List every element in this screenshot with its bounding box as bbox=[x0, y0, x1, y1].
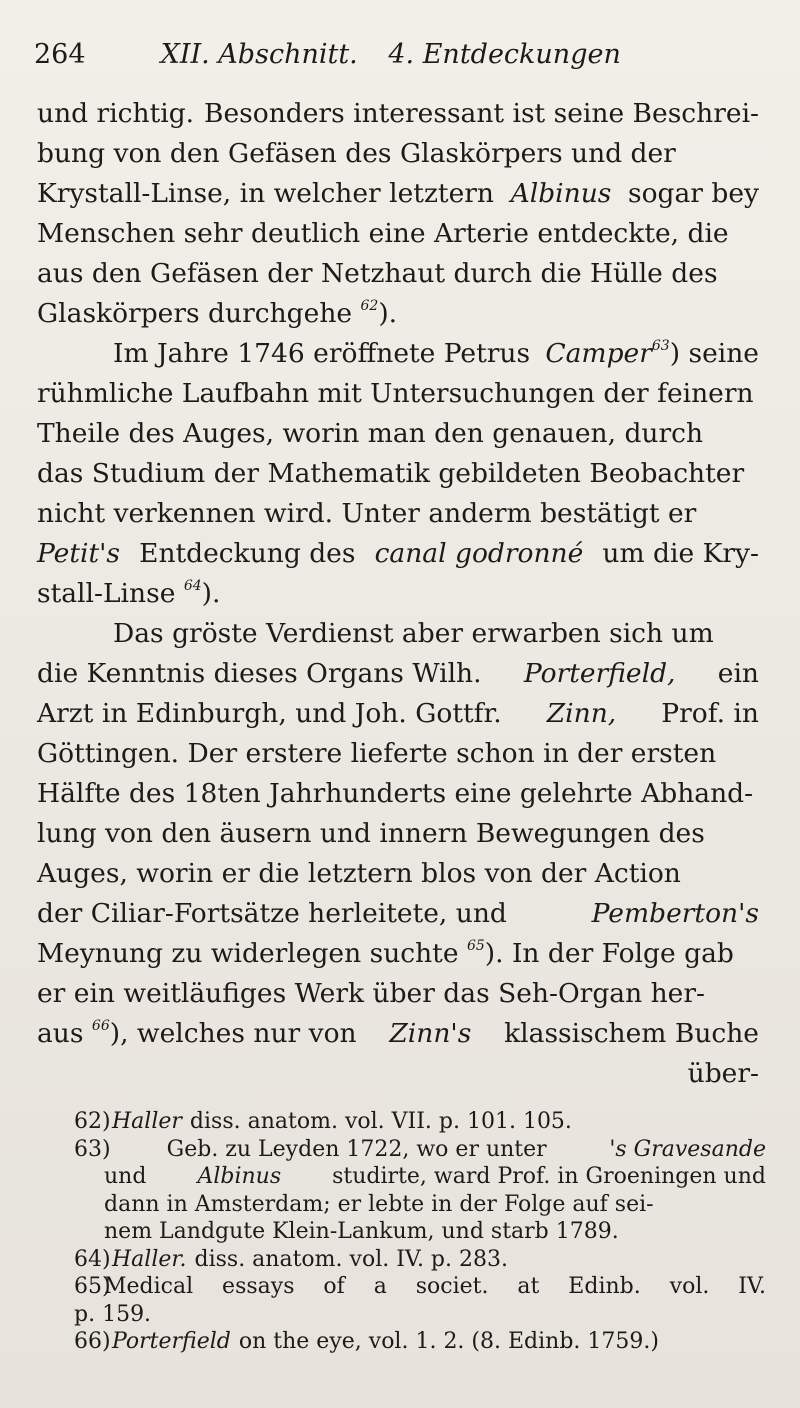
page-number: 264 bbox=[34, 39, 86, 70]
text-line: nicht verkennen wird. Unter anderm bestätigt er bbox=[37, 498, 697, 529]
text-line: Menschen sehr deutlich eine Arterie entdeckte, die bbox=[37, 218, 729, 249]
text-line: aus den Gefäsen der Netzhaut durch die Hülle des bbox=[37, 258, 718, 289]
text-line: Das gröste Verdienst aber erwarben sich um bbox=[113, 618, 714, 649]
footnote-65-cont: p. 159. bbox=[74, 1301, 152, 1327]
footnote-ref: 65 bbox=[466, 938, 485, 954]
text-line: Petit's Entdeckung des canal godronné um die Kry- bbox=[37, 538, 759, 569]
text-line: Hälfte des 18ten Jahrhunderts eine gelehrte Abhand- bbox=[37, 778, 754, 809]
text-line: Im Jahre 1746 eröffnete Petrus Camper$^{63}$) seine bbox=[113, 338, 759, 369]
footnote-62: 62) Haller diss. anatom. vol. VII. p. 101. 105. bbox=[74, 1109, 572, 1134]
running-title: XII. Abschnitt. bbox=[160, 39, 358, 70]
text-line: stall-Linse $^{64}$). bbox=[37, 578, 221, 609]
footnote-65: 65) Medical essays of a societ. at Edinb. vol. IV. bbox=[74, 1274, 766, 1299]
text-line: er ein weitläufiges Werk über das Seh-Organ her- bbox=[37, 978, 705, 1009]
text-line: Meynung zu widerlegen suchte $^{65}$). In der Folge gab bbox=[37, 938, 734, 969]
footnotes bbox=[74, 1108, 766, 1356]
text-line: Göttingen. Der erstere lieferte schon in der ersten bbox=[37, 738, 717, 769]
footnote-66: 66) Porterfield on the eye, vol. 1. 2. (8. Edinb. 1759.) bbox=[74, 1329, 659, 1354]
text-line: der Ciliar-Fortsätze herleitete, und Pemberton's bbox=[37, 898, 759, 929]
footnote-63: 63) Geb. zu Leyden 1722, wo er unter 's Gravesande bbox=[74, 1136, 766, 1162]
text-line: die Kenntnis dieses Organs Wilh. Porterfield, ein bbox=[37, 658, 759, 689]
text-line: Auges, worin er die letztern blos von der Action bbox=[37, 858, 681, 889]
text-line: Krystall-Linse, in welcher letztern Albinus sogar bey bbox=[37, 178, 759, 209]
footnote-ref: 66 bbox=[91, 1018, 110, 1034]
footnote-63-cont: nem Landgute Klein-Lankum, und starb 1789. bbox=[104, 1219, 619, 1244]
text-line: Arzt in Edinburgh, und Joh. Gottfr. Zinn, Prof. in bbox=[37, 698, 759, 729]
text-line: aus $^{66}$), welches nur von Zinn's klassischem Buche bbox=[37, 1018, 759, 1049]
footnote-64: 64) Haller. diss. anatom. vol. IV. p. 283. bbox=[74, 1246, 508, 1272]
footnote-63-cont: und Albinus studirte, ward Prof. in Groeningen und bbox=[104, 1164, 766, 1189]
footnote-ref: 64 bbox=[183, 578, 202, 594]
section-title: 4. Entdeckungen bbox=[388, 39, 621, 70]
text-line: und richtig. Besonders interessant ist seine Beschrei- bbox=[37, 98, 759, 129]
text-line: lung von den äusern und innern Bewegungen des bbox=[37, 818, 705, 849]
text-line: bung von den Gefäsen des Glaskörpers und der bbox=[37, 138, 676, 169]
footnote-ref: 63 bbox=[651, 338, 670, 354]
page-header bbox=[34, 38, 634, 72]
footnote-ref: 62 bbox=[360, 298, 379, 314]
catchword: über- bbox=[687, 1058, 759, 1089]
main-text bbox=[37, 94, 759, 1094]
footnote-63-cont: dann in Amsterdam; er lebte in der Folge auf sei- bbox=[104, 1191, 654, 1217]
text-line: rühmliche Laufbahn mit Untersuchungen der feinern bbox=[37, 378, 754, 409]
text-line: das Studium der Mathematik gebildeten Beobachter bbox=[37, 458, 745, 489]
text-line: Glaskörpers durchgehe $^{62}$). bbox=[37, 298, 398, 329]
text-line: Theile des Auges, worin man den genauen, durch bbox=[37, 418, 704, 449]
